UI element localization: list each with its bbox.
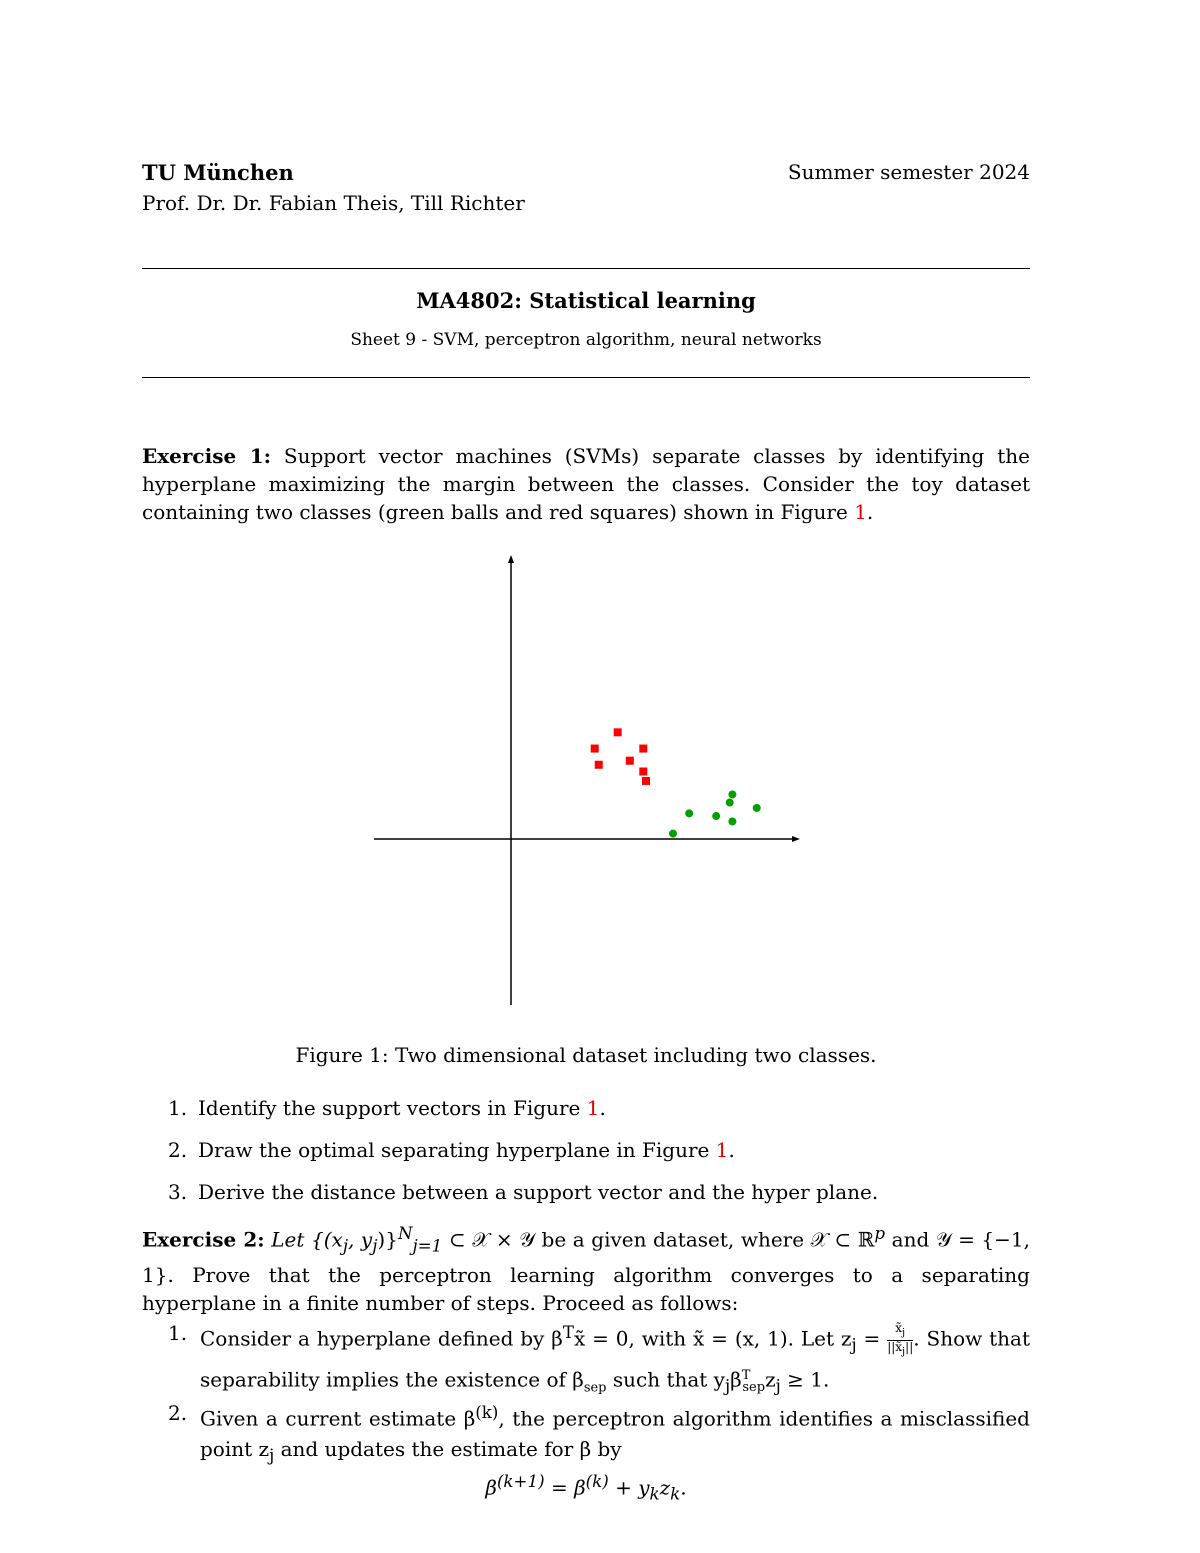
subscript: j (775, 1376, 781, 1396)
green-ball-point (726, 799, 734, 807)
red-square-point (639, 745, 647, 753)
math-text: Given a current estimate β (200, 1406, 476, 1431)
item-text: Identify the support vectors in Figure (198, 1096, 587, 1120)
figure-ref[interactable]: 1 (854, 500, 867, 524)
superscript: (k) (475, 1403, 499, 1422)
item-text (200, 1398, 1030, 1471)
x-axis-arrow (792, 836, 800, 842)
university-name: TU München (142, 160, 294, 185)
scatter-figure (370, 555, 800, 1005)
item-text (200, 1318, 1030, 1403)
subscript: j (342, 1236, 348, 1256)
subscript: k (649, 1484, 660, 1504)
subscript: j (724, 1376, 731, 1396)
red-square-point (642, 777, 650, 785)
item-number: 2. (168, 1138, 188, 1162)
fraction-den (887, 1341, 913, 1358)
exercise1-label: Exercise 1: (142, 444, 271, 468)
exercise2-intro (142, 1220, 1030, 1317)
subscript: sep (742, 1380, 766, 1396)
math-text: Let {(x (264, 1227, 343, 1252)
math-text: x̃ (895, 1321, 903, 1336)
math-text: ||x̃ (887, 1339, 903, 1354)
item-text: Derive the distance between a support vector and the hyper plane. (198, 1180, 879, 1204)
math-text: ≥ 1. (780, 1367, 830, 1392)
red-square-point (591, 745, 599, 753)
item-number: 1. (168, 1096, 188, 1120)
math-text: z (659, 1475, 671, 1500)
math-text: Consider a hyperplane defined by β (200, 1326, 563, 1351)
math-text: )} (377, 1227, 398, 1252)
subscript: j (269, 1445, 275, 1465)
bottom-rule (142, 377, 1030, 378)
math-text: || (905, 1339, 914, 1354)
red-square-point (595, 761, 603, 769)
math-text: . Show that separability implies the existence of β (200, 1326, 1030, 1392)
subscript: k (670, 1484, 681, 1504)
sheet-subtitle: Sheet 9 - SVM, perceptron algorithm, neural networks (350, 330, 822, 350)
superscript: N (397, 1224, 413, 1243)
item-text-end: . (728, 1138, 735, 1162)
math-text: , the perceptron algorithm identifies a misclassified point z (200, 1406, 1030, 1461)
exercise1-item-3 (168, 1178, 1030, 1206)
figure-ref[interactable]: 1 (586, 1096, 600, 1120)
math-text: , y (347, 1227, 373, 1252)
exercise1-item-1 (168, 1094, 1030, 1122)
figure-caption: Figure 1: Two dimensional dataset including two classes. (295, 1043, 877, 1067)
green-ball-point (712, 812, 720, 820)
exercise1-intro (142, 442, 1030, 526)
superscript: (k) (585, 1472, 609, 1491)
exercise2-item-2 (168, 1398, 1030, 1471)
math-text: z (765, 1367, 776, 1392)
semester: Summer semester 2024 (787, 160, 1030, 184)
item-text-end: . (599, 1096, 606, 1120)
superscript: p (874, 1224, 886, 1243)
subscript: j (372, 1236, 378, 1256)
math-text: + y (608, 1475, 650, 1500)
red-square-point (639, 768, 647, 776)
figure-ref[interactable]: 1 (715, 1138, 729, 1162)
exercise2-item-1 (168, 1318, 1030, 1403)
exercise1-text-end: . (866, 500, 874, 524)
item-number: 1. (168, 1321, 188, 1345)
top-rule (142, 268, 1030, 269)
math-text: such that y (606, 1367, 725, 1392)
superscript: (k+1) (496, 1472, 545, 1491)
course-title: MA4802: Statistical learning (416, 288, 756, 313)
math-text: x̃ = 0, with x̃ = (x, 1). Let z (573, 1326, 852, 1351)
subscript: j (902, 1327, 906, 1339)
math-text: and updates the estimate for β by (274, 1436, 622, 1461)
subscript: j (902, 1346, 906, 1358)
exercise1-text: Support vector machines (SVMs) separate classes by identifying the hyperplane maximizing the margin between the classes. Consider the toy dataset containing two classes (green balls and red squares) shown in Figure (142, 444, 1030, 524)
green-ball-point (685, 809, 693, 817)
exercise2-text: and 𝒴 = {−1, 1}. Prove that the perceptron learning algorithm converges to a separating hyperplane in a finite number of steps. Proceed as follows: (142, 1227, 1030, 1315)
fraction-num (887, 1322, 913, 1340)
item-number: 3. (168, 1180, 188, 1204)
item-text: Draw the optimal separating hyperplane in Figure (198, 1138, 716, 1162)
item-number: 2. (168, 1401, 188, 1425)
update-formula (142, 1472, 1030, 1504)
exercise2-text: ⊂ 𝒳 × 𝒴 be a given dataset, where 𝒳 ⊂ ℝ (442, 1227, 875, 1252)
math-text: β (730, 1367, 742, 1392)
green-ball-point (728, 817, 736, 825)
math-text: . (680, 1475, 687, 1500)
header-left (142, 160, 525, 215)
green-ball-point (753, 804, 761, 812)
red-square-point (614, 728, 622, 736)
math-text: = (856, 1326, 888, 1351)
superscript: T (562, 1323, 574, 1342)
professors: Prof. Dr. Dr. Fabian Theis, Till Richter (142, 191, 525, 215)
fraction (887, 1322, 913, 1358)
subscript: j=1 (412, 1236, 443, 1256)
y-axis-arrow (508, 555, 514, 563)
exercise2-label: Exercise 2: (142, 1227, 265, 1252)
superscript: T (741, 1367, 751, 1383)
subscript: sep (583, 1380, 607, 1396)
green-ball-point (669, 830, 677, 838)
exercise1-item-2 (168, 1136, 1030, 1164)
green-ball-point (728, 790, 736, 798)
red-square-point (626, 757, 634, 765)
math-text: = β (544, 1475, 586, 1500)
math-text: β (485, 1475, 497, 1500)
subscript: j (851, 1335, 857, 1355)
